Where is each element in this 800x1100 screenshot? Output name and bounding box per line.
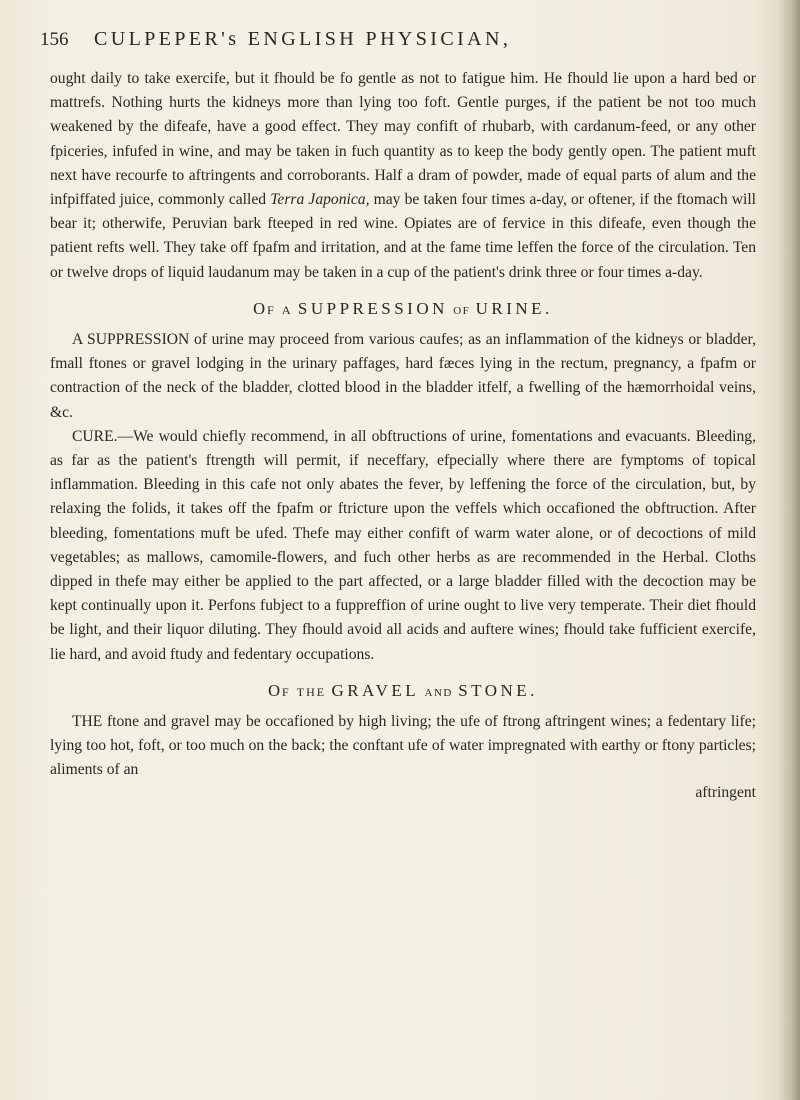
running-title: CULPEPER's ENGLISH PHYSICIAN, <box>94 28 512 50</box>
heading-end: URINE. <box>475 298 553 318</box>
intro-text-part2: may be taken four times a-day, or oftener, if the ftomach will bear it; otherwife, Peruvian bark fteeped in red wine. Opiates are of fervice in this difeafe, even though the patient refts well. They take off fpafm and irritation, and at the fame time leffen the force of the circulation. Ten or twelve drops of liquid laudanum may be taken in a cup of the patient's drink three or four times a-day. <box>50 191 757 281</box>
page-number: 156 <box>40 29 69 50</box>
cure-paragraph: CURE.—We would chiefly recommend, in all obftructions of urine, fomentations and evacuants. Bleeding, as far as the patient's ftrength will permit, if neceffary, efpecially where there are fymptoms of topical inflammation. Bleeding in this cafe not only abates the fever, by leffening the force of the circulation, but, by relaxing the folids, it takes off the fpafm or ftricture upon the veffels which occafioned the obftruction. After bleeding, fomentations muft be ufed. Thefe may either confift of warm water alone, or of decoctions of mild vegetables; as mallows, camomile-flowers, and fuch other herbs as are recommended in the Herbal. Cloths dipped in thefe may either be applied to the part affected, or a large bladder filled with the decoction may be kept continually upon it. Perfons fubject to a fuppreffion of urine ought to live very temperate. Their diet fhould be light, and their liquor diluting. They fhould avoid all acids and auftere wines; fhould take fufficient exercife, lie hard, and avoid ftudy and fedentary occupations. <box>50 427 756 663</box>
intro-paragraph <box>50 67 756 285</box>
running-head <box>40 28 740 51</box>
heading-prefix: Of the <box>268 680 327 700</box>
heading-main: GRAVEL <box>331 680 420 700</box>
heading-prefix: Of a <box>253 298 293 318</box>
heading-joiner: of <box>453 301 471 318</box>
intro-text-part1: ought daily to take exercife, but it fhould be fo gentle as not to fatigue him. He fhould lie upon a hard bed or mattrefs. Nothing hurts the kidneys more than lying too foft. Gentle purges, if the patient be not too much weakened by the difeafe, have a good effect. They may confift of rhubarb, with cardanum-feed, or any other fpiceries, infufed in wine, and may be taken in fuch quantity as to keep the body gently open. The patient muft next have recourfe to aftringents and corroborants. Half a dram of powder, made of equal parts of alum and the infpiffated juice, commonly called <box>50 70 756 209</box>
body-text <box>50 67 756 783</box>
heading-joiner: and <box>424 683 453 700</box>
catchword: aftringent <box>695 783 756 801</box>
section-heading-gravel <box>50 679 756 704</box>
heading-main: SUPPRESSION <box>297 298 448 318</box>
suppression-paragraph: A SUPPRESSION of urine may proceed from various caufes; as an inflammation of the kidneys or bladder, fmall ftones or gravel lodging in the urinary paffages, hard fæces lying in the rectum, pregnancy, a fpafm or contraction of the neck of the bladder, clotted blood in the bladder itfelf, a fwelling of the hæmorrhoidal veins, &c. <box>50 331 756 421</box>
intro-italic-term: Terra Japonica, <box>270 191 370 209</box>
gravel-paragraph: THE ftone and gravel may be occafioned by high living; the ufe of ftrong aftringent wines; a fedentary life; lying too hot, foft, or too much on the back; the conftant ufe of water impregnated with earthy or ftony particles; aliments of an <box>50 713 756 779</box>
page-edge-shadow <box>778 0 800 1100</box>
heading-end: STONE. <box>458 680 538 700</box>
section-heading-suppression <box>50 297 756 322</box>
